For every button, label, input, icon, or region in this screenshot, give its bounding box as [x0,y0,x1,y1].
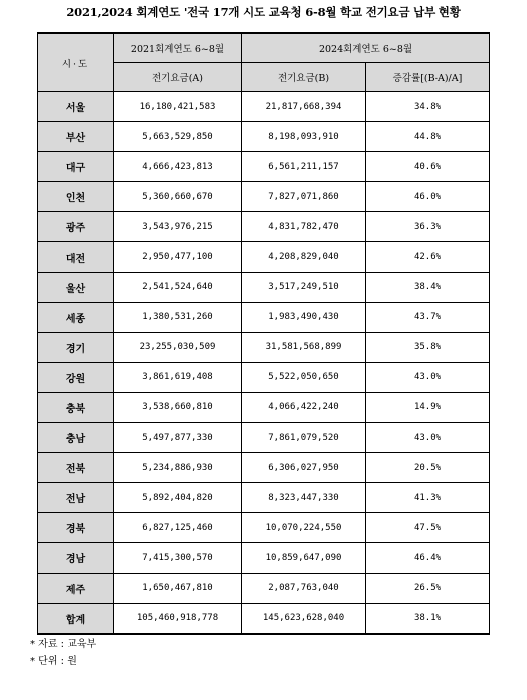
region-cell: 충남 [38,423,114,453]
footnotes [30,636,96,670]
table-row [38,453,490,483]
group-header-2024: 2024회계연도 6~8월 [242,33,490,63]
table-row [38,332,490,362]
region-cell: 세종 [38,302,114,332]
table-row [38,302,490,332]
change-rate-cell: 40.6% [366,152,490,182]
change-rate-cell: 47.5% [366,513,490,543]
fee-2024-cell: 7,861,079,520 [242,423,366,453]
fee-2021-cell: 1,650,467,810 [114,573,242,603]
region-cell: 대전 [38,242,114,272]
region-cell: 대구 [38,152,114,182]
region-cell: 경북 [38,513,114,543]
fee-2021-cell: 23,255,030,509 [114,332,242,362]
fee-2021-cell: 3,861,619,408 [114,362,242,392]
change-rate-cell: 46.0% [366,182,490,212]
region-cell: 강원 [38,362,114,392]
table-row [38,543,490,573]
total-row [38,603,490,634]
fee-2021-cell: 5,892,404,820 [114,483,242,513]
fee-2021-cell: 3,543,976,215 [114,212,242,242]
electricity-fee-table [37,32,490,635]
fee-2024-cell: 21,817,668,394 [242,92,366,122]
table-row [38,122,490,152]
source-note: * 자료 : 교육부 [30,639,97,650]
fee-2024-cell: 6,306,027,950 [242,453,366,483]
fee-2021-cell: 1,380,531,260 [114,302,242,332]
column-header-rate: 증감률[(B-A)/A] [366,63,490,92]
table-row [38,272,490,302]
change-rate-cell: 26.5% [366,573,490,603]
region-cell: 합계 [38,603,114,634]
fee-2021-cell: 2,541,524,640 [114,272,242,302]
region-cell: 부산 [38,122,114,152]
fee-2021-cell: 4,666,423,813 [114,152,242,182]
change-rate-cell: 34.8% [366,92,490,122]
unit-note: * 단위 : 원 [30,656,77,667]
fee-2024-cell: 4,831,782,470 [242,212,366,242]
region-cell: 광주 [38,212,114,242]
region-cell: 제주 [38,573,114,603]
fee-2024-cell: 1,983,490,430 [242,302,366,332]
table-row [38,483,490,513]
change-rate-cell: 43.0% [366,423,490,453]
column-header-fee-b: 전기요금(B) [242,63,366,92]
table-header-row [38,33,490,63]
change-rate-cell: 44.8% [366,122,490,152]
table-row [38,152,490,182]
fee-2021-cell: 6,827,125,460 [114,513,242,543]
fee-2024-cell: 8,323,447,330 [242,483,366,513]
document-title: 2021,2024 회계연도 '전국 17개 시도 교육청 6-8월 학교 전기요금 납부 현황 [66,5,461,19]
fee-2024-cell: 31,581,568,899 [242,332,366,362]
fee-2024-cell: 8,198,093,910 [242,122,366,152]
change-rate-cell: 36.3% [366,212,490,242]
table-row [38,573,490,603]
region-cell: 전남 [38,483,114,513]
fee-2021-cell: 2,950,477,100 [114,242,242,272]
fee-2021-cell: 7,415,300,570 [114,543,242,573]
change-rate-cell: 20.5% [366,453,490,483]
group-header-2021: 2021회계연도 6~8월 [114,33,242,63]
change-rate-cell: 43.7% [366,302,490,332]
change-rate-cell: 41.3% [366,483,490,513]
fee-2024-cell: 2,087,763,040 [242,573,366,603]
fee-2024-cell: 5,522,050,650 [242,362,366,392]
region-header: 시·도 [38,33,114,92]
fee-2024-cell: 3,517,249,510 [242,272,366,302]
fee-2024-cell: 6,561,211,157 [242,152,366,182]
fee-2021-cell: 5,497,877,330 [114,423,242,453]
fee-2021-cell: 16,180,421,583 [114,92,242,122]
table-row [38,212,490,242]
change-rate-cell: 35.8% [366,332,490,362]
table-row [38,182,490,212]
table-row [38,392,490,422]
region-cell: 경남 [38,543,114,573]
table-row [38,362,490,392]
fee-2024-cell: 10,859,647,090 [242,543,366,573]
fee-2021-cell: 5,360,660,670 [114,182,242,212]
change-rate-cell: 43.0% [366,362,490,392]
table-row [38,242,490,272]
change-rate-cell: 38.1% [366,603,490,634]
fee-2021-cell: 3,538,660,810 [114,392,242,422]
change-rate-cell: 38.4% [366,272,490,302]
change-rate-cell: 14.9% [366,392,490,422]
fee-2024-cell: 10,070,224,550 [242,513,366,543]
region-cell: 경기 [38,332,114,362]
fee-2021-cell: 5,663,529,850 [114,122,242,152]
change-rate-cell: 46.4% [366,543,490,573]
table-row [38,92,490,122]
fee-2021-cell: 105,460,918,778 [114,603,242,634]
table-row [38,423,490,453]
column-header-fee-a: 전기요금(A) [114,63,242,92]
change-rate-cell: 42.6% [366,242,490,272]
region-cell: 서울 [38,92,114,122]
region-cell: 울산 [38,272,114,302]
table-row [38,513,490,543]
region-cell: 전북 [38,453,114,483]
fee-2024-cell: 145,623,628,040 [242,603,366,634]
fee-2024-cell: 4,208,829,040 [242,242,366,272]
region-cell: 인천 [38,182,114,212]
fee-2024-cell: 4,066,422,240 [242,392,366,422]
fee-2021-cell: 5,234,886,930 [114,453,242,483]
fee-2024-cell: 7,827,071,860 [242,182,366,212]
region-cell: 충북 [38,392,114,422]
